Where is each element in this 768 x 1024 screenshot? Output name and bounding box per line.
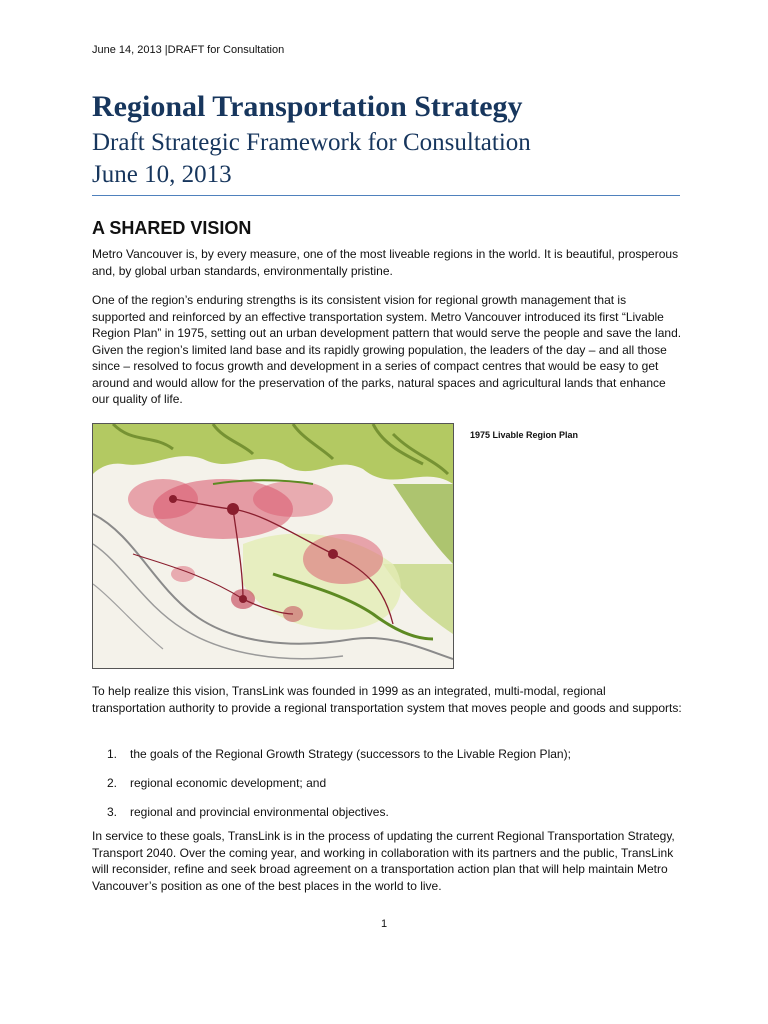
livable-region-plan-map xyxy=(92,423,454,669)
map-illustration xyxy=(93,424,453,668)
goals-list xyxy=(92,746,682,833)
running-header: June 14, 2013 |DRAFT for Consultation xyxy=(92,44,285,56)
paragraph: Metro Vancouver is, by every measure, one of the most liveable regions in the world. It is beautiful, prosperous and, by global urban standards, environmentally pristine. xyxy=(92,247,679,278)
document-title: Regional Transportation Strategy xyxy=(92,90,523,123)
list-item-number: 3. xyxy=(107,805,118,819)
list-item xyxy=(92,746,682,762)
title-divider xyxy=(92,195,680,196)
paragraph: One of the region’s enduring strengths is its consistent vision for regional growth management that is supported and reinforced by an effective transportation system. Metro Vancouver introduced its first “Livable Region Plan” in 1975, setting out an urban development pattern that would serve the people and save the land. Given the region’s limited land base and its rapidly growing population, the leaders of the day – and all those since – resolved to focus growth and development in a series of compact centres that would be easy to get around and would allow for the preservation of the parks, natural spaces and agricultural lands that enhance our quality of life. xyxy=(92,293,682,406)
paragraph: In service to these goals, TransLink is in the process of updating the current Regional Transportation Strategy, Transport 2040. Over the coming year, and working in collaboration with its partners and the public, TransLink will reconsider, refine and seek broad agreement on a transportation action plan that will help maintain Metro Vancouver’s position as one of the best places in the world to live. xyxy=(92,829,675,893)
list-item xyxy=(92,775,682,791)
section-heading: A SHARED VISION xyxy=(92,218,252,238)
list-item-text: the goals of the Regional Growth Strategy (successors to the Livable Region Plan); xyxy=(130,747,571,761)
list-item xyxy=(92,804,682,820)
list-item-text: regional and provincial environmental objectives. xyxy=(130,805,389,819)
page-number: 1 xyxy=(380,918,388,930)
list-item-number: 1. xyxy=(107,747,118,761)
list-item-number: 2. xyxy=(107,776,118,790)
document-date: June 10, 2013 xyxy=(92,161,232,188)
figure-caption: 1975 Livable Region Plan xyxy=(470,430,579,440)
paragraph: To help realize this vision, TransLink was founded in 1999 as an integrated, multi-modal, regional transportation authority to provide a regional transportation system that moves people and goods and supports: xyxy=(92,684,682,715)
list-item-text: regional economic development; and xyxy=(130,776,327,790)
document-subtitle: Draft Strategic Framework for Consultation xyxy=(92,129,531,156)
